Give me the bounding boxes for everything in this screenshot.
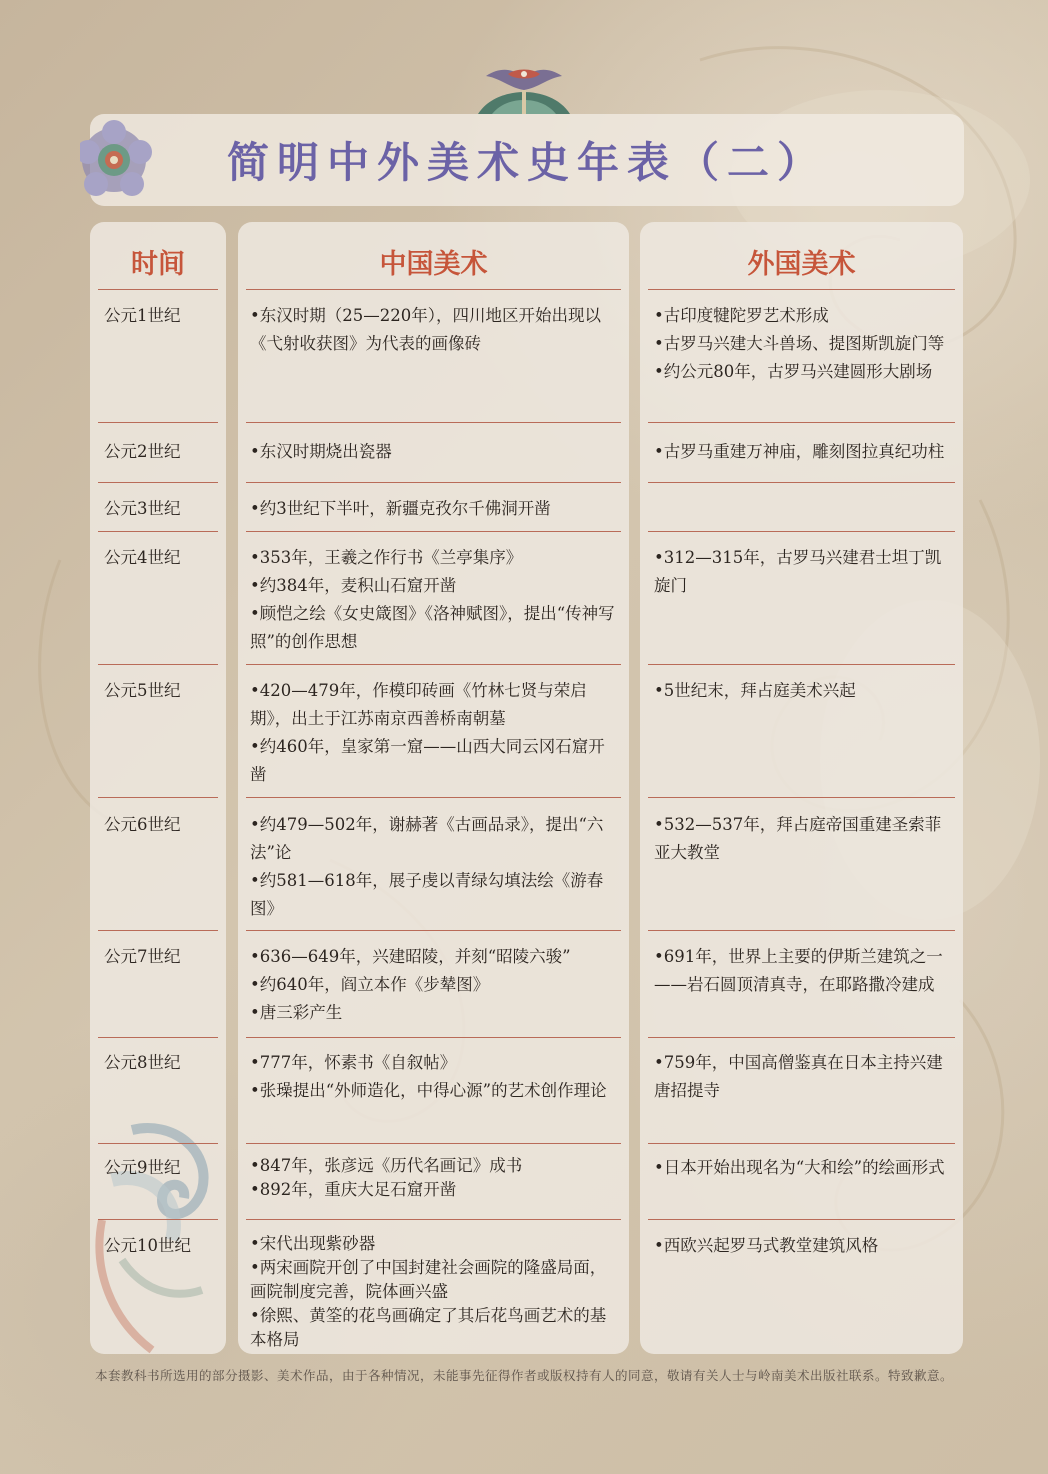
event-item: •西欧兴起罗马式教堂建筑风格 bbox=[654, 1236, 879, 1255]
row-divider bbox=[246, 1037, 621, 1038]
event-item: •顾恺之绘《女史箴图》《洛神赋图》，提出“传神写照”的创作思想 bbox=[250, 604, 615, 651]
event-item: •777年，怀素书《自叙帖》 bbox=[250, 1053, 457, 1072]
row-divider bbox=[246, 664, 621, 665]
row-china-events bbox=[250, 811, 618, 923]
row-divider bbox=[246, 930, 621, 931]
event-item: •古罗马重建万神庙，雕刻图拉真纪功柱 bbox=[654, 442, 945, 461]
row-time: 公元1世纪 bbox=[104, 306, 181, 325]
event-item: •东汉时期烧出瓷器 bbox=[250, 442, 392, 461]
event-item: •420—479年，作模印砖画《竹林七贤与荣启期》，出土于江苏南京西善桥南朝墓 bbox=[250, 681, 587, 728]
row-divider bbox=[246, 1219, 621, 1220]
row-foreign-events bbox=[654, 677, 952, 705]
row-divider bbox=[648, 930, 955, 931]
row-foreign-events bbox=[654, 1154, 952, 1182]
row-divider bbox=[648, 422, 955, 423]
event-item: •353年，王羲之作行书《兰亭集序》 bbox=[250, 548, 523, 567]
event-item: •张璪提出“外师造化，中得心源”的艺术创作理论 bbox=[250, 1081, 607, 1100]
event-item: •5世纪末，拜占庭美术兴起 bbox=[654, 681, 856, 700]
copyright-note: 本套教科书所选用的部分摄影、美术作品，由于各种情况，未能事先征得作者或版权持有人的同意，敬请有关人士与岭南美术出版社联系。特致歉意。 bbox=[94, 1368, 953, 1383]
row-time: 公元4世纪 bbox=[104, 548, 181, 567]
row-divider bbox=[648, 289, 955, 290]
event-item: •约3世纪下半叶，新疆克孜尔千佛洞开凿 bbox=[250, 499, 551, 518]
row-china-events bbox=[250, 677, 618, 789]
event-item: •636—649年，兴建昭陵，并刻“昭陵六骏” bbox=[250, 947, 571, 966]
row-divider bbox=[648, 664, 955, 665]
event-item: •古罗马兴建大斗兽场、提图斯凯旋门等 bbox=[654, 334, 945, 353]
header-ornament-icon bbox=[478, 58, 570, 114]
row-time: 公元3世纪 bbox=[104, 499, 181, 518]
row-divider bbox=[98, 930, 218, 931]
row-divider bbox=[246, 422, 621, 423]
row-china-events bbox=[250, 495, 618, 523]
row-divider bbox=[98, 664, 218, 665]
row-divider bbox=[98, 482, 218, 483]
row-time: 公元5世纪 bbox=[104, 681, 181, 700]
row-china-events bbox=[250, 544, 618, 656]
row-divider bbox=[648, 482, 955, 483]
row-divider bbox=[98, 1143, 218, 1144]
event-item: •约581—618年，展子虔以青绿勾填法绘《游春图》 bbox=[250, 871, 604, 918]
row-foreign-events bbox=[654, 811, 952, 867]
row-divider bbox=[246, 482, 621, 483]
event-item: •约460年，皇家第一窟——山西大同云冈石窟开凿 bbox=[250, 737, 605, 784]
event-item: •312—315年，古罗马兴建君士坦丁凯旋门 bbox=[654, 548, 942, 595]
event-item: •约公元80年，古罗马兴建圆形大剧场 bbox=[654, 362, 933, 381]
row-divider bbox=[648, 1143, 955, 1144]
row-foreign-events bbox=[654, 1232, 952, 1260]
event-item: •759年，中国高僧鉴真在日本主持兴建唐招提寺 bbox=[654, 1053, 943, 1100]
event-item: •东汉时期（25—220年），四川地区开始出现以《弋射收获图》为代表的画像砖 bbox=[250, 306, 601, 353]
row-time: 公元6世纪 bbox=[104, 815, 181, 834]
row-china-events bbox=[250, 438, 618, 466]
foreign-column-panel bbox=[640, 222, 963, 1354]
event-item: •日本开始出现名为“大和绘”的绘画形式 bbox=[654, 1158, 945, 1177]
row-china-events bbox=[250, 1049, 618, 1105]
event-item: •约384年，麦积山石窟开凿 bbox=[250, 576, 457, 595]
row-divider bbox=[648, 531, 955, 532]
row-time: 公元7世纪 bbox=[104, 947, 181, 966]
row-divider bbox=[648, 797, 955, 798]
row-divider bbox=[648, 1037, 955, 1038]
header-china-art: 中国美术 bbox=[379, 248, 488, 280]
row-china-events bbox=[250, 1232, 618, 1352]
row-foreign-events bbox=[654, 438, 952, 466]
event-item: •古印度犍陀罗艺术形成 bbox=[654, 306, 829, 325]
row-foreign-events bbox=[654, 544, 952, 600]
row-foreign-events bbox=[654, 943, 952, 999]
row-divider bbox=[246, 289, 621, 290]
header-time: 时间 bbox=[131, 248, 185, 280]
event-item: •691年，世界上主要的伊斯兰建筑之一——岩石圆顶清真寺，在耶路撒冷建成 bbox=[654, 947, 943, 994]
row-divider bbox=[246, 531, 621, 532]
event-item: •约479—502年，谢赫著《古画品录》，提出“六法”论 bbox=[250, 815, 604, 862]
header-foreign-art: 外国美术 bbox=[747, 248, 856, 280]
row-divider bbox=[98, 1037, 218, 1038]
row-divider bbox=[98, 797, 218, 798]
row-china-events bbox=[250, 943, 618, 1027]
row-divider bbox=[246, 797, 621, 798]
row-time: 公元9世纪 bbox=[104, 1158, 181, 1177]
row-time: 公元8世纪 bbox=[104, 1053, 181, 1072]
row-china-events bbox=[250, 1154, 618, 1202]
row-china-events bbox=[250, 302, 618, 358]
row-divider bbox=[246, 1143, 621, 1144]
row-divider bbox=[98, 289, 218, 290]
row-time: 公元10世纪 bbox=[104, 1236, 191, 1255]
event-item: •宋代出现紫砂器 bbox=[250, 1234, 376, 1253]
row-divider bbox=[648, 1219, 955, 1220]
event-item: •徐熙、黄筌的花鸟画确定了其后花鸟画艺术的基本格局 bbox=[250, 1306, 607, 1349]
event-item: •两宋画院开创了中国封建社会画院的隆盛局面，画院制度完善，院体画兴盛 bbox=[250, 1258, 607, 1301]
event-item: •唐三彩产生 bbox=[250, 1003, 343, 1022]
event-item: •约640年，阎立本作《步辇图》 bbox=[250, 975, 490, 994]
row-foreign-events bbox=[654, 1049, 952, 1105]
row-time: 公元2世纪 bbox=[104, 442, 181, 461]
event-item: •847年，张彦远《历代名画记》成书 bbox=[250, 1156, 523, 1175]
row-divider bbox=[98, 531, 218, 532]
page-title: 简明中外美术史年表（二） bbox=[226, 138, 827, 187]
row-divider bbox=[98, 422, 218, 423]
row-foreign-events bbox=[654, 302, 952, 386]
event-item: •892年，重庆大足石窟开凿 bbox=[250, 1180, 457, 1199]
event-item: •532—537年，拜占庭帝国重建圣索菲亚大教堂 bbox=[654, 815, 942, 862]
row-divider bbox=[98, 1219, 218, 1220]
